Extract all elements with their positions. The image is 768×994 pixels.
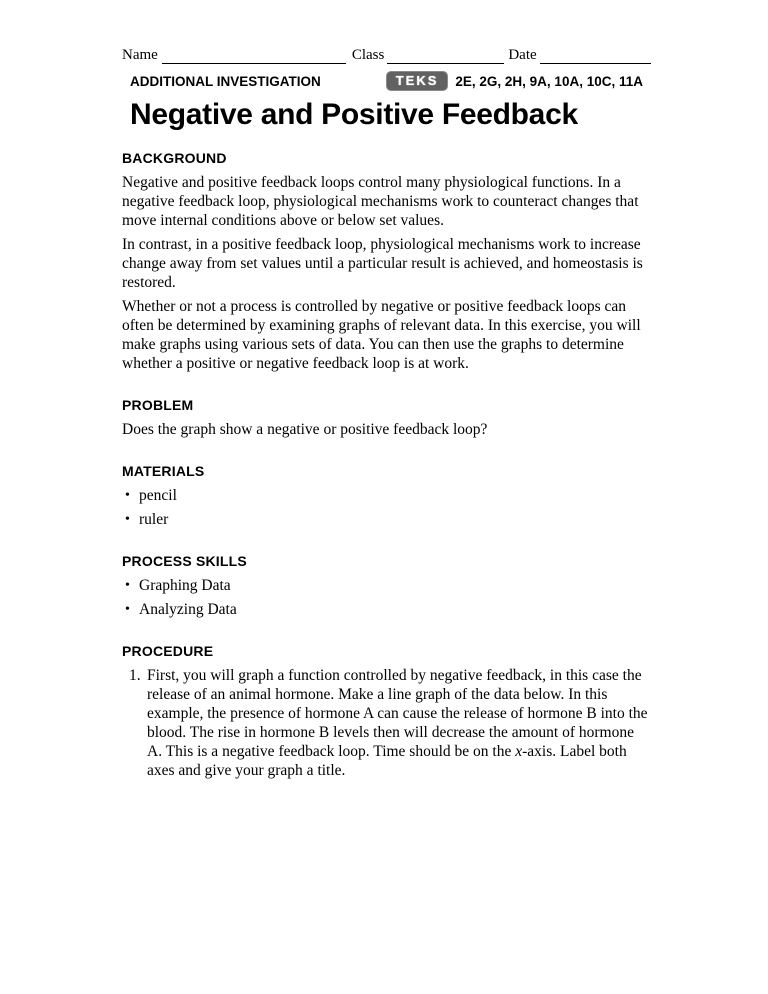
investigation-header-row: [122, 71, 643, 91]
background-heading: BACKGROUND: [122, 150, 227, 166]
background-paragraph: Negative and positive feedback loops control many physiological functions. In a negative feedback loop, physiological mechanisms work to counteract changes that move internal conditions above or below set values.: [122, 174, 639, 229]
step-text-segment: -axis. Label both axes and give your graph a title.: [147, 743, 627, 779]
name-label: Name: [122, 47, 158, 63]
procedure-step: [122, 666, 651, 780]
procedure-heading: PROCEDURE: [122, 643, 214, 659]
step-text: [147, 666, 650, 780]
bullet-icon: [125, 600, 139, 619]
class-blank-line: [387, 49, 504, 64]
materials-heading: MATERIALS: [122, 463, 205, 479]
class-label: Class: [351, 47, 385, 63]
process-skills-heading: PROCESS SKILLS: [122, 553, 247, 569]
step-number: 1.: [129, 667, 141, 684]
problem-text: Does the graph show a negative or positive feedback loop?: [122, 421, 488, 438]
process-skill-label: Analyzing Data: [139, 601, 237, 618]
list-item: [122, 576, 651, 595]
bullet-icon: [125, 576, 139, 595]
date-blank-line: [540, 49, 651, 64]
teks-badge: TEKS: [386, 71, 449, 91]
problem-heading: PROBLEM: [122, 397, 194, 413]
teks-group: [386, 71, 643, 91]
name-blank-line: [162, 49, 346, 64]
additional-investigation-label: ADDITIONAL INVESTIGATION: [130, 73, 321, 89]
bullet-icon: [125, 486, 139, 505]
page-title: Negative and Positive Feedback: [130, 98, 578, 131]
bullet-icon: [125, 510, 139, 529]
date-label: Date: [508, 47, 537, 63]
list-item: [122, 510, 651, 529]
background-paragraph: Whether or not a process is controlled by negative or positive feedback loops can often be determined by examining graphs of relevant data. In this exercise, you will make graphs using various sets of data. You can then use the graphs to determine whether a positive or negative feedback loop is at work.: [122, 298, 641, 372]
material-item-label: ruler: [139, 511, 169, 528]
list-item: [122, 486, 651, 505]
list-item: [122, 600, 651, 619]
step-text-italic-x: x: [515, 743, 523, 760]
material-item-label: pencil: [139, 487, 177, 504]
header-fields: [122, 46, 651, 64]
process-skill-label: Graphing Data: [139, 577, 231, 594]
background-paragraph: In contrast, in a positive feedback loop, physiological mechanisms work to increase change away from set values until a particular result is achieved, and homeostasis is restored.: [122, 236, 643, 291]
step-text-segment: First, you will graph a function controlled by negative feedback, in this case the release of an animal hormone. Make a line graph of the data below. In this example, the presence of hormone A can cause the release of hormone B into the blood. The rise in hormone B levels then will decrease the amount of hormone A. This is a negative feedback loop. Time should be on the: [147, 667, 648, 760]
teks-standards-list: 2E, 2G, 2H, 9A, 10A, 10C, 11A: [455, 73, 643, 89]
